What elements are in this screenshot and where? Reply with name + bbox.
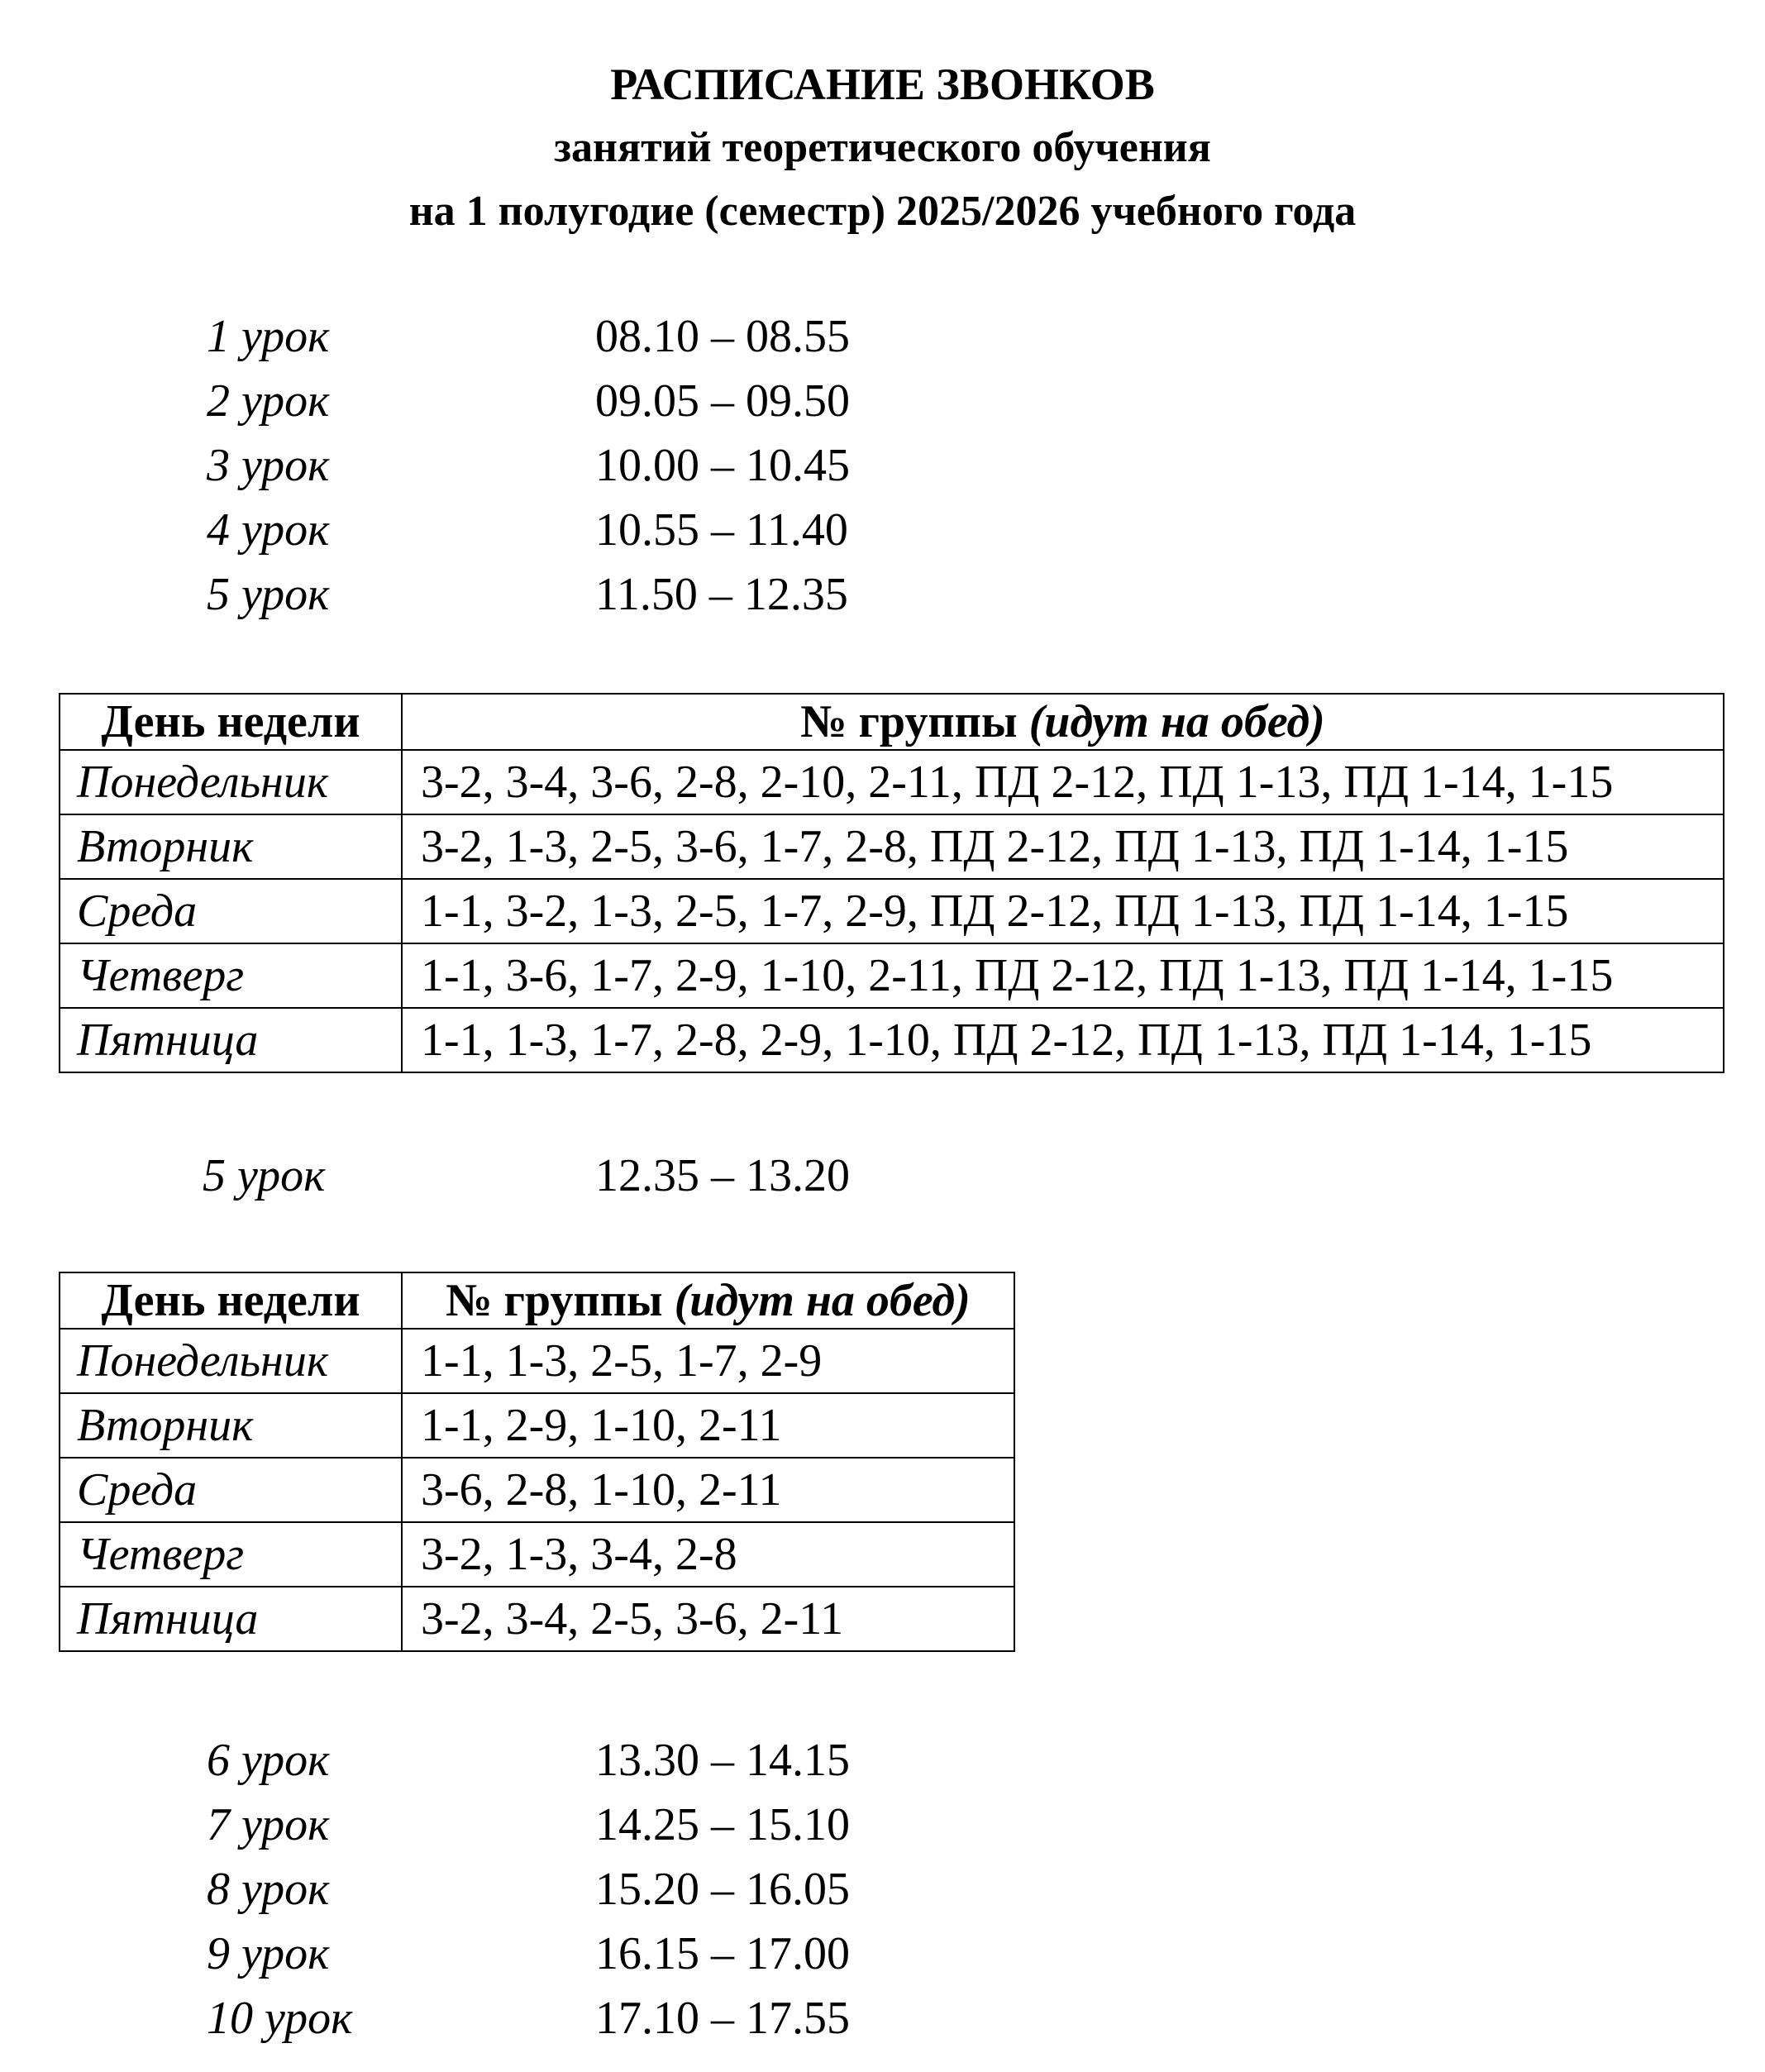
page-subtitle-2: на 1 полугодие (семестр) 2025/2026 учебного года (408, 188, 1357, 235)
lesson-row (207, 562, 951, 627)
lesson-row (207, 369, 951, 433)
lesson-name: 2 урок (207, 375, 330, 427)
column-header-day: День недели (60, 1272, 402, 1329)
lesson-name: 5 урок (207, 569, 330, 620)
lesson-name: 9 урок (207, 1928, 330, 1979)
table-header-row (60, 694, 1724, 750)
day-cell: Понедельник (60, 1329, 402, 1393)
lesson-row (207, 1728, 951, 1793)
groups-cell: 3-2, 1-3, 2-5, 3-6, 1-7, 2-8, ПД 2-12, ПД 1-13, ПД 1-14, 1-15 (402, 814, 1724, 879)
groups-cell: 1-1, 1-3, 2-5, 1-7, 2-9 (402, 1329, 1014, 1393)
lesson-row (207, 1922, 951, 1986)
day-cell: Понедельник (60, 750, 402, 814)
table-row (60, 1329, 1014, 1393)
lesson-time: 12.35 – 13.20 (595, 1150, 850, 1201)
lesson-time: 14.25 – 15.10 (595, 1799, 850, 1850)
lesson-name: 3 урок (207, 440, 330, 491)
page-title: РАСПИСАНИЕ ЗВОНКОВ (610, 60, 1155, 109)
lesson-name: 8 урок (207, 1864, 330, 1915)
lesson-time: 17.10 – 17.55 (595, 1993, 850, 2044)
groups-cell: 1-1, 1-3, 1-7, 2-8, 2-9, 1-10, ПД 2-12, ПД 1-13, ПД 1-14, 1-15 (402, 1008, 1724, 1072)
table-row (60, 814, 1724, 879)
column-header-group-hint: (идут на обед) (674, 1275, 971, 1326)
column-header-group-hint: (идут на обед) (1028, 696, 1325, 747)
table-header-row (60, 1272, 1014, 1329)
column-header-group (402, 694, 1724, 750)
lesson-name: 1 урок (207, 311, 330, 362)
table-row (60, 1393, 1014, 1458)
lesson-name: 6 урок (207, 1735, 330, 1786)
lesson-row (207, 433, 951, 498)
day-cell: Четверг (60, 943, 402, 1008)
lunch-table-second (59, 1272, 1015, 1652)
lunch-table-first (59, 693, 1724, 1073)
lesson-time: 15.20 – 16.05 (595, 1864, 850, 1915)
groups-cell: 1-1, 3-6, 1-7, 2-9, 1-10, 2-11, ПД 2-12, ПД 1-13, ПД 1-14, 1-15 (402, 943, 1724, 1008)
lesson-alt (203, 1143, 947, 1208)
table-row (60, 1587, 1014, 1651)
lesson-row (207, 1857, 951, 1922)
groups-cell: 1-1, 2-9, 1-10, 2-11 (402, 1393, 1014, 1458)
lesson-row (207, 1986, 951, 2051)
day-cell: Среда (60, 879, 402, 943)
day-cell: Пятница (60, 1008, 402, 1072)
day-cell: Среда (60, 1458, 402, 1522)
column-header-group-label: № группы (446, 1275, 663, 1326)
table-row (60, 750, 1724, 814)
column-header-group-label: № группы (800, 696, 1018, 747)
lesson-row (207, 498, 951, 562)
lesson-row (207, 304, 951, 369)
lessons-morning-list (207, 304, 951, 627)
page-subtitle-1: занятий теоретического обучения (554, 124, 1211, 171)
lesson-time: 11.50 – 12.35 (595, 569, 848, 620)
lesson-name: 5 урок (203, 1150, 326, 1201)
table-row (60, 1522, 1014, 1587)
table-row (60, 1008, 1724, 1072)
lesson-time: 16.15 – 17.00 (595, 1928, 850, 1979)
column-header-day: День недели (60, 694, 402, 750)
lesson-name: 4 урок (207, 504, 330, 556)
table-row (60, 1458, 1014, 1522)
table-row (60, 879, 1724, 943)
lesson-row (203, 1143, 947, 1208)
lesson-time: 13.30 – 14.15 (595, 1735, 850, 1786)
lesson-time: 09.05 – 09.50 (595, 375, 850, 427)
groups-cell: 1-1, 3-2, 1-3, 2-5, 1-7, 2-9, ПД 2-12, ПД 1-13, ПД 1-14, 1-15 (402, 879, 1724, 943)
table-row (60, 943, 1724, 1008)
lesson-time: 08.10 – 08.55 (595, 311, 850, 362)
day-cell: Пятница (60, 1587, 402, 1651)
groups-cell: 3-2, 3-4, 3-6, 2-8, 2-10, 2-11, ПД 2-12, ПД 1-13, ПД 1-14, 1-15 (402, 750, 1724, 814)
day-cell: Вторник (60, 1393, 402, 1458)
day-cell: Вторник (60, 814, 402, 879)
groups-cell: 3-2, 3-4, 2-5, 3-6, 2-11 (402, 1587, 1014, 1651)
column-header-group (402, 1272, 1014, 1329)
groups-cell: 3-6, 2-8, 1-10, 2-11 (402, 1458, 1014, 1522)
groups-cell: 3-2, 1-3, 3-4, 2-8 (402, 1522, 1014, 1587)
lesson-row (207, 1793, 951, 1857)
lesson-time: 10.00 – 10.45 (595, 440, 850, 491)
lesson-time: 10.55 – 11.40 (595, 504, 848, 556)
day-cell: Четверг (60, 1522, 402, 1587)
lesson-name: 10 урок (207, 1993, 353, 2044)
lesson-name: 7 урок (207, 1799, 330, 1850)
lessons-afternoon-list (207, 1728, 951, 2051)
